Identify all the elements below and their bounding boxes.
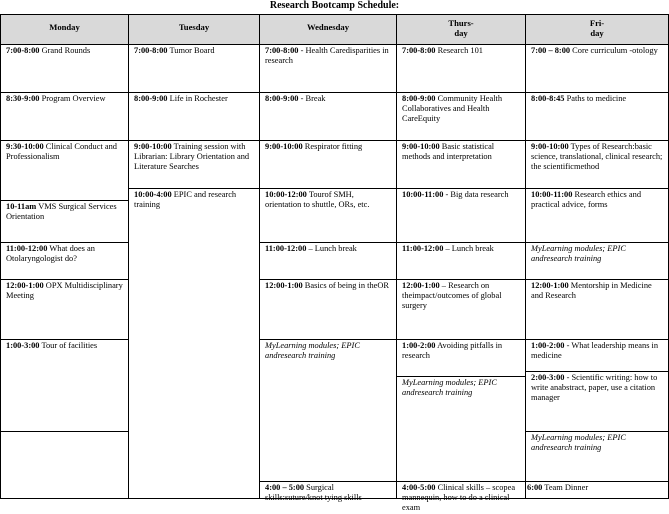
tuesday-slot-3 [128, 140, 259, 188]
time-label: 8:00-9:00 [265, 94, 299, 103]
event-text: VMS Surgical Services Orientation [6, 202, 117, 222]
column-friday [525, 14, 669, 499]
event-text: What does an Otolaryngologist do? [6, 244, 95, 264]
friday-slot-1 [525, 44, 669, 92]
tuesday-slot-4 [128, 188, 259, 499]
event-text: Grand Rounds [39, 46, 91, 55]
event-text: Clinical skills – scopea mannequin, how to do a clinical exam [402, 483, 516, 513]
time-label: 9:00-10:00 [531, 142, 569, 151]
event-text: MyLearning modules; EPIC andresearch training [402, 378, 497, 398]
schedule-table [0, 14, 669, 513]
event-text: Basic statistical methods and interpretation [402, 142, 495, 162]
event-text: Community Health Collaboratives and Health CareEquity [402, 94, 503, 124]
friday-slot-8 [525, 371, 669, 431]
header-line-1: Thurs- [448, 18, 474, 28]
event-text: - Break [298, 94, 326, 103]
friday-slot-10 [525, 481, 669, 499]
event-text: Life in Rochester [167, 94, 228, 103]
time-label: 10:00-11:00 [402, 190, 444, 199]
thursday-slot-2 [396, 92, 525, 140]
wednesday-slot-1 [259, 44, 396, 92]
time-label: 12:00-1:00 [265, 281, 303, 290]
time-label: 9:00-10:00 [265, 142, 303, 151]
header-thursday [396, 14, 525, 44]
event-text: Basics of being in theOR [302, 281, 389, 290]
event-text: Team Dinner [542, 483, 589, 492]
thursday-slot-1 [396, 44, 525, 92]
tuesday-slot-2 [128, 92, 259, 140]
wednesday-slot-6 [259, 279, 396, 339]
time-label: 10:00-12:00 [265, 190, 307, 199]
friday-slot-6 [525, 279, 669, 339]
column-monday [0, 14, 128, 499]
monday-slot-7 [0, 339, 128, 431]
time-label: 1:00-3:00 [6, 341, 40, 350]
wednesday-slot-8 [259, 481, 396, 503]
monday-slot-4 [0, 200, 128, 242]
event-text: – Lunch break [443, 244, 494, 253]
time-label: 8:00-8:45 [531, 94, 565, 103]
event-text: – Research on theimpact/outcomes of global surgery [402, 281, 502, 311]
thursday-slot-8 [396, 376, 525, 481]
time-label: 1:00-2:00 [531, 341, 565, 350]
thursday-slot-7 [396, 339, 525, 376]
time-label: 11:00-12:00 [6, 244, 48, 253]
event-text: - Health Caredisparities in research [265, 46, 389, 66]
thursday-slot-6 [396, 279, 525, 339]
time-label: 12:00-1:00 [531, 281, 569, 290]
friday-slot-7 [525, 339, 669, 371]
event-text: Core curriculum -otology [570, 46, 658, 55]
friday-slot-5 [525, 242, 669, 279]
monday-slot-3 [0, 140, 128, 200]
time-label: 12:00-1:00 [6, 281, 44, 290]
wednesday-slot-5 [259, 242, 396, 279]
time-label: 10-11am [6, 202, 37, 211]
event-text: Program Overview [39, 94, 106, 103]
monday-slot-empty [0, 431, 128, 499]
event-text: Training session with Librarian: Library Orientation and Literature Searches [134, 142, 250, 172]
friday-slot-4 [525, 188, 669, 242]
header-friday [525, 14, 669, 44]
thursday-slot-4 [396, 188, 525, 242]
header-line-2: day [454, 28, 468, 38]
time-label: 7:00-8:00 [402, 46, 436, 55]
time-label: 7:00-8:00 [134, 46, 168, 55]
event-text: Respirator fitting [302, 142, 363, 151]
tuesday-slot-1 [128, 44, 259, 92]
time-label: 4:00-5:00 [402, 483, 436, 492]
time-label: 1:00-2:00 [402, 341, 436, 350]
time-label: 2:00-3:00 [531, 373, 565, 382]
time-label: 8:30-9:00 [6, 94, 40, 103]
column-thursday [396, 14, 525, 513]
monday-slot-1 [0, 44, 128, 92]
time-label: 11:00-12:00 [402, 244, 444, 253]
header-tuesday: Tuesday [128, 14, 259, 44]
wednesday-slot-7 [259, 339, 396, 481]
event-text: EPIC and research training [134, 190, 237, 210]
column-wednesday [259, 14, 396, 503]
event-text: MyLearning modules; EPIC andresearch training [265, 341, 360, 361]
wednesday-slot-3 [259, 140, 396, 188]
event-text: Surgical skills:suture/knot tying skills [265, 483, 362, 503]
thursday-slot-9 [396, 481, 525, 513]
monday-slot-6 [0, 279, 128, 339]
event-text: Tour of facilities [39, 341, 98, 350]
time-label: 9:00-10:00 [402, 142, 440, 151]
event-text: OPX Multidisciplinary Meeting [6, 281, 123, 301]
friday-slot-9 [525, 431, 669, 481]
time-label: 12:00-1:00 [402, 281, 440, 290]
event-text: MyLearning modules; EPIC andresearch training [531, 433, 626, 453]
time-label: 7:00 – 8:00 [531, 46, 571, 55]
wednesday-slot-4 [259, 188, 396, 242]
event-text: - What leadership means in medicine [531, 341, 659, 361]
event-text: Tourof SMH, orientation to shuttle, ORs, etc. [265, 190, 370, 210]
event-text: Tumor Board [167, 46, 215, 55]
header-line-2: day [590, 28, 604, 38]
event-text: Research 101 [435, 46, 483, 55]
event-text: Mentorship in Medicine and Research [531, 281, 652, 301]
time-label: 9:00-10:00 [134, 142, 172, 151]
time-label: 8:00-9:00 [134, 94, 168, 103]
event-text: MyLearning modules; EPIC andresearch training [531, 244, 626, 264]
column-tuesday [128, 14, 259, 499]
page-title: Research Bootcamp Schedule: [269, 0, 400, 11]
time-label: 11:00-12:00 [265, 244, 307, 253]
event-text: Paths to medicine [564, 94, 627, 103]
header-wednesday: Wednesday [259, 14, 396, 44]
thursday-slot-3 [396, 140, 525, 188]
header-line-1: Fri- [589, 18, 605, 28]
event-text: Types of Research:basic science, translational, clinical research; the scientificmethod [531, 142, 663, 172]
time-label: 6:00 [527, 483, 543, 492]
time-label: 4:00 – 5:00 [265, 483, 305, 492]
friday-slot-3 [525, 140, 669, 188]
time-label: 8:00-9:00 [402, 94, 436, 103]
event-text: Research ethics and practical advice, forms [531, 190, 642, 210]
thursday-slot-5 [396, 242, 525, 279]
header-monday: Monday [0, 14, 128, 44]
friday-slot-2 [525, 92, 669, 140]
event-text: – Lunch break [306, 244, 357, 253]
event-text: Clinical Conduct and Professionalism [6, 142, 117, 162]
time-label: 9:30-10:00 [6, 142, 44, 151]
time-label: 7:00-8:00 [265, 46, 299, 55]
monday-slot-2 [0, 92, 128, 140]
monday-slot-5 [0, 242, 128, 279]
time-label: 10:00-11:00 [531, 190, 573, 199]
event-text: - Big data research [443, 190, 509, 199]
time-label: 7:00-8:00 [6, 46, 40, 55]
wednesday-slot-2 [259, 92, 396, 140]
event-text: Avoiding pitfalls in research [402, 341, 503, 361]
event-text: - Scientific writing: how to write anabstract, paper, use a citation manager [531, 373, 658, 403]
time-label: 10:00-4:00 [134, 190, 172, 199]
